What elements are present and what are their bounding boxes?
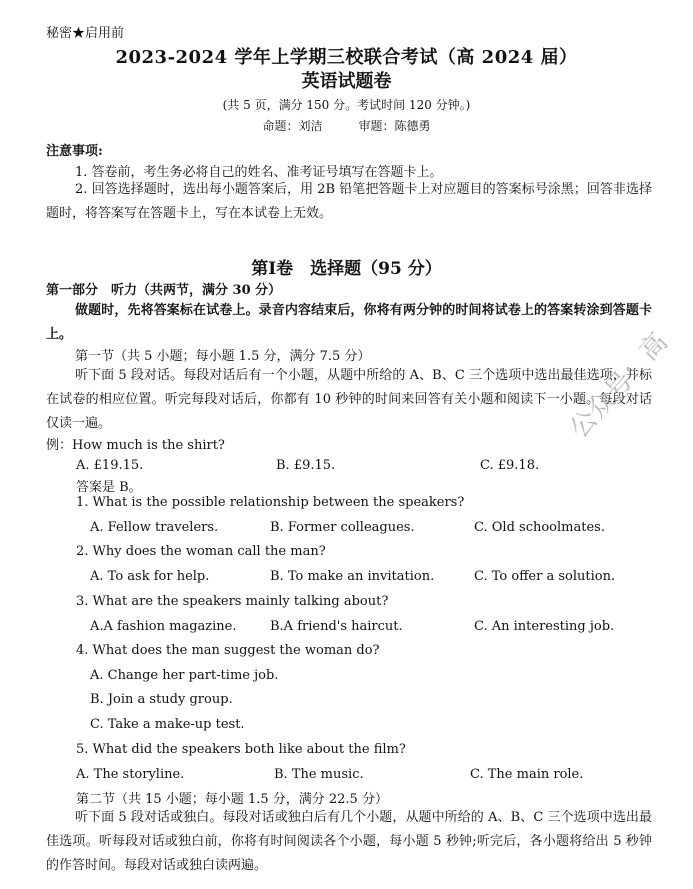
q1-option-b: B. Former colleagues. [270,520,415,535]
q5-option-c: C. The main role. [470,767,584,782]
notice-item-2: 2. 回答选择题时，选出每小题答案后，用 2B 铅笔把答题卡上对应题目的答案标号涂黑；回答非选择题时，将答案写在答题卡上，写在本试卷上无效。 [46,182,652,221]
notice-heading: 注意事项: [46,144,103,159]
section-title: 第Ⅰ卷 选择题（95 分） [251,259,442,279]
q5-option-b: B. The music. [274,767,364,782]
q3-option-b: B.A friend's haircut. [270,619,403,634]
notice-item-1: 1. 答卷前，考生务必将自己的姓名、准考证号填写在答题卡上。 [75,165,443,180]
watermark: 公众号：高 [564,327,674,445]
q3-option-c: C. An interesting job. [474,619,615,634]
section1-description: 听下面 5 段对话。每段对话后有一个小题，从题中所给的 A、B、C 三个选项中选出最佳选项，并标在试卷的相应位置。听完每段对话后，你都有 10 秒钟的时间来回答有关小题和阅读下一小题。每段对话仅读一遍。 [46,368,652,431]
part1-heading: 第一部分 听力（共两节，满分 30 分） [46,283,282,298]
section2-description: 听下面 5 段对话或独白。每段对话或独白后有几个小题，从题中所给的 A、B、C 三个选项中选出最佳选项。听每段对话或独白前，你将有时间阅读各个小题，每小题 5 秒钟;听完后，各小题将给出 5 秒钟的作答时间。每段对话或独白读两遍。 [46,810,652,873]
exam-title: 2023-2024 学年上学期三校联合考试（高 2024 届） [115,47,578,68]
q1-option-c: C. Old schoolmates. [474,520,605,535]
question-2: 2. Why does the woman call the man? [76,544,326,559]
example-option-b: B. £9.15. [276,458,336,473]
exam-authors: 命题：刘洁 审题：陈德勇 [262,119,431,133]
exam-info: (共 5 页，满分 150 分。考试时间 120 分钟。) [222,98,471,112]
q4-option-b: B. Join a study group. [90,692,233,707]
q4-option-a: A. Change her part-time job. [90,668,279,683]
section1-title: 第一节（共 5 小题；每小题 1.5 分，满分 7.5 分） [75,349,371,364]
exam-subtitle: 英语试题卷 [301,71,392,92]
confidential-label: 秘密★启用前 [46,26,125,41]
question-1: 1. What is the possible relationship between the speakers? [76,495,465,510]
example-answer: 答案是 B。 [76,480,142,495]
q5-option-a: A. The storyline. [76,767,185,782]
section2-title: 第二节（共 15 小题；每小题 1.5 分，满分 22.5 分） [76,792,388,807]
example-option-c: C. £9.18. [480,458,540,473]
q2-option-a: A. To ask for help. [90,569,210,584]
part1-instruction: 做题时，先将答案标在试卷上。录音内容结束后，你将有两分钟的时间将试卷上的答案转涂到答题卡上。 [46,303,652,342]
question-4: 4. What does the man suggest the woman do? [76,643,380,658]
example-option-a: A. £19.15. [76,458,144,473]
q2-option-b: B. To make an invitation. [270,569,435,584]
example-question: 例：How much is the shirt? [46,438,225,453]
q4-option-c: C. Take a make-up test. [90,717,245,732]
question-5: 5. What did the speakers both like about the film? [76,742,406,757]
q2-option-c: C. To offer a solution. [474,569,616,584]
q1-option-a: A. Fellow travelers. [90,520,219,535]
question-3: 3. What are the speakers mainly talking about? [76,594,389,609]
q3-option-a: A.A fashion magazine. [90,619,237,634]
